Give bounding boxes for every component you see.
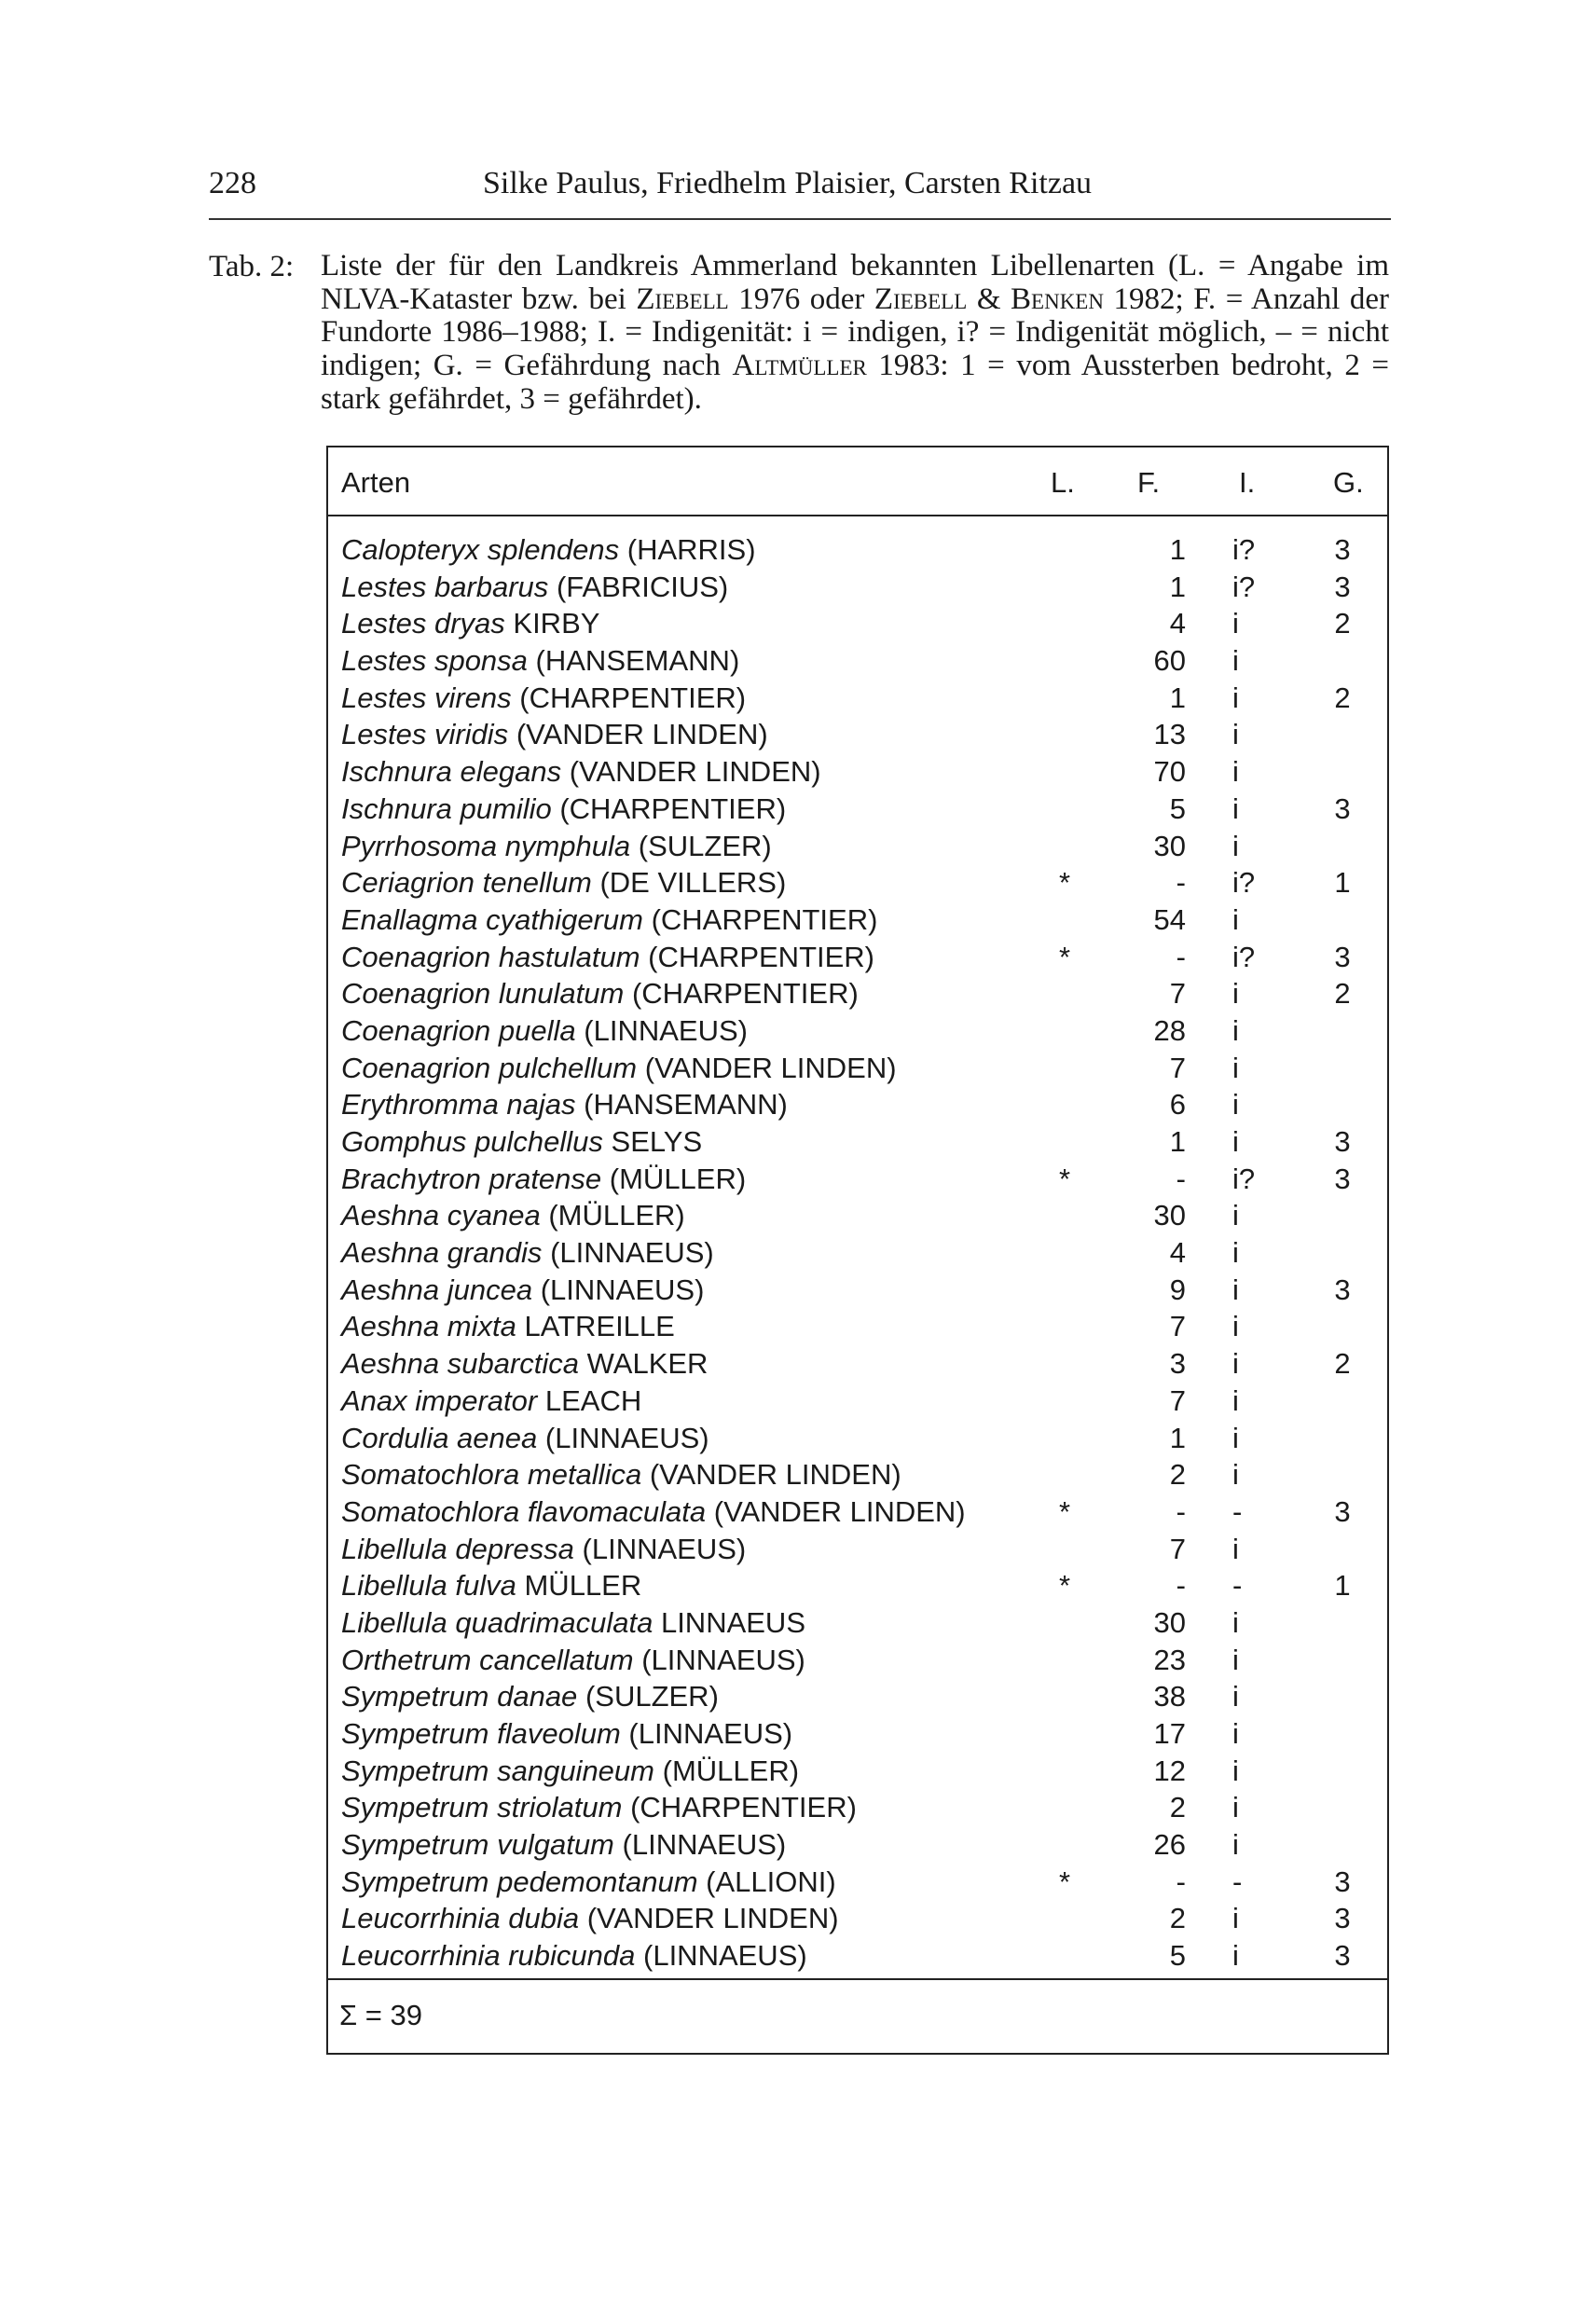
species-latin: Libellula fulva (341, 1569, 516, 1603)
species-latin: Brachytron pratense (341, 1162, 602, 1195)
species-latin: Libellula depressa (341, 1532, 574, 1565)
species-author: LATREILLE (524, 1310, 675, 1343)
table-caption-label: Tab. 2: (209, 250, 295, 283)
cell-f: 4 (1169, 1236, 1186, 1270)
cell-i: i (1232, 1421, 1239, 1454)
table-row (328, 1161, 1387, 1198)
table-row (328, 1826, 1387, 1864)
cell-i: i? (1232, 1162, 1256, 1195)
species-latin: Aeshna subarctica (341, 1347, 580, 1381)
species-name (341, 1422, 709, 1455)
cell-l: * (1058, 1162, 1071, 1195)
table-row (328, 753, 1387, 791)
species-author: (LINNAEUS) (584, 1013, 748, 1047)
cell-f: 2 (1169, 1791, 1186, 1824)
cell-g: 3 (1334, 1125, 1351, 1158)
species-author: (VANDER LINDEN) (713, 1494, 966, 1528)
cell-f: 38 (1153, 1680, 1186, 1713)
cell-f: 30 (1153, 1605, 1186, 1639)
cell-g: 2 (1334, 1347, 1351, 1381)
species-name (341, 830, 772, 863)
species-author: (VANDER LINDEN) (644, 1051, 897, 1084)
species-latin: Sympetrum striolatum (341, 1791, 623, 1824)
species-name (341, 1052, 897, 1085)
cell-i: i (1232, 1680, 1239, 1713)
cell-f: 9 (1169, 1273, 1186, 1306)
table-row (328, 680, 1387, 717)
species-author: (CHARPENTIER) (559, 791, 787, 825)
species-name (341, 1014, 748, 1048)
caption-text-part: 1976 oder (728, 282, 874, 316)
species-author: (SULZER) (638, 829, 772, 862)
species-author: (CHARPENTIER) (648, 940, 875, 973)
table-row (328, 1531, 1387, 1568)
cell-f: - (1176, 1494, 1186, 1528)
species-latin: Lestes virens (341, 681, 512, 714)
cell-l: * (1058, 1865, 1071, 1898)
species-latin: Sympetrum flaveolum (341, 1717, 621, 1750)
table-row (328, 1234, 1387, 1272)
cell-i: i (1232, 1791, 1239, 1824)
cell-i: i (1232, 829, 1239, 862)
cell-f: 7 (1169, 977, 1186, 1011)
species-latin: Ischnura pumilio (341, 791, 552, 825)
table-footer (328, 1978, 1387, 2053)
species-name (341, 1828, 786, 1862)
table-row (328, 791, 1387, 828)
caption-reference: Altmüller (732, 348, 867, 382)
species-name (341, 1939, 807, 1973)
cell-l: * (1058, 1494, 1071, 1528)
species-author: (VANDER LINDEN) (586, 1902, 839, 1935)
species-author: (CHARPENTIER) (631, 977, 859, 1011)
cell-i: i (1232, 1273, 1239, 1306)
cell-f: 17 (1153, 1717, 1186, 1750)
species-author: (MÜLLER) (662, 1754, 800, 1787)
header-l: L. (1051, 466, 1075, 499)
table-row (328, 1604, 1387, 1642)
species-latin: Aeshna cyanea (341, 1199, 541, 1232)
species-name (341, 718, 768, 751)
cell-i: i? (1232, 940, 1256, 973)
species-latin: Libellula quadrimaculata (341, 1605, 654, 1639)
species-latin: Sympetrum danae (341, 1680, 578, 1713)
cell-i: i (1232, 902, 1239, 936)
cell-l: * (1058, 940, 1071, 973)
cell-f: 5 (1169, 1939, 1186, 1973)
species-author: KIRBY (513, 607, 600, 640)
header-g: G. (1333, 466, 1364, 499)
cell-f: 2 (1169, 1458, 1186, 1492)
caption-text-part: & (967, 282, 1011, 316)
species-name (341, 755, 821, 789)
species-latin: Coenagrion puella (341, 1013, 576, 1047)
species-latin: Lestes viridis (341, 718, 509, 751)
cell-i: i? (1232, 533, 1256, 566)
species-author: (CHARPENTIER) (651, 902, 878, 936)
cell-i: i (1232, 1125, 1239, 1158)
cell-f: 5 (1169, 791, 1186, 825)
cell-g: 3 (1334, 1939, 1351, 1973)
species-latin: Erythromma najas (341, 1088, 576, 1122)
table-row (328, 1678, 1387, 1715)
species-author: WALKER (586, 1347, 709, 1381)
species-author: (SULZER) (585, 1680, 719, 1713)
species-author: (VANDER LINDEN) (569, 755, 821, 789)
cell-i: i (1232, 977, 1239, 1011)
species-latin: Pyrrhosoma nymphula (341, 829, 631, 862)
table-row (328, 939, 1387, 976)
cell-i: i (1232, 755, 1239, 789)
cell-i: i (1232, 1088, 1239, 1122)
cell-f: 1 (1169, 570, 1186, 603)
cell-i: i (1232, 1199, 1239, 1232)
species-author: (LINNAEUS) (550, 1236, 714, 1270)
cell-g: 3 (1334, 1902, 1351, 1935)
species-author: LINNAEUS (660, 1605, 805, 1639)
table-row (328, 901, 1387, 939)
species-latin: Lestes barbarus (341, 570, 549, 603)
cell-i: i (1232, 1605, 1239, 1639)
cell-g: 2 (1334, 607, 1351, 640)
cell-f: - (1176, 1569, 1186, 1603)
species-name (341, 903, 877, 937)
table-row (328, 864, 1387, 901)
species-author: MÜLLER (524, 1569, 642, 1603)
cell-i: i (1232, 1383, 1239, 1417)
species-author: (LINNAEUS) (643, 1939, 807, 1973)
table-caption (321, 250, 1389, 416)
cell-f: 70 (1153, 755, 1186, 789)
table-row (328, 605, 1387, 642)
species-author: (VANDER LINDEN) (516, 718, 768, 751)
header-rule (209, 218, 1391, 220)
table-row (328, 1420, 1387, 1457)
running-head: Silke Paulus, Friedhelm Plaisier, Carsten Ritzau (483, 166, 1093, 200)
species-latin: Aeshna grandis (341, 1236, 543, 1270)
cell-i: i (1232, 1013, 1239, 1047)
table-row (328, 1789, 1387, 1826)
species-name (341, 1347, 708, 1381)
table-row (328, 1050, 1387, 1087)
species-author: (CHARPENTIER) (630, 1791, 857, 1824)
caption-text-part: Liste der für den Landkreis Ammerland bekannten Libellenarten (L. = Angabe im NLVA-Kataster bzw. bei (321, 249, 1389, 316)
species-name (341, 1644, 805, 1677)
species-latin: Enallagma cyathigerum (341, 902, 643, 936)
caption-reference: Ziebell (636, 282, 729, 316)
table-row (328, 1308, 1387, 1345)
cell-f: - (1176, 1162, 1186, 1195)
species-name (341, 1458, 901, 1492)
table-row (328, 1272, 1387, 1309)
cell-g: 3 (1334, 570, 1351, 603)
cell-g: 1 (1334, 1569, 1351, 1603)
species-name (341, 1384, 641, 1418)
cell-g: 3 (1334, 940, 1351, 973)
cell-i: i (1232, 1754, 1239, 1787)
cell-f: 60 (1153, 644, 1186, 678)
cell-f: 23 (1153, 1643, 1186, 1676)
table-row (328, 1012, 1387, 1050)
cell-l: * (1058, 866, 1071, 900)
species-author: (MÜLLER) (609, 1162, 747, 1195)
species-name (341, 1199, 685, 1232)
cell-i: i (1232, 718, 1239, 751)
table-row (328, 1715, 1387, 1753)
caption-reference: Benken (1011, 282, 1104, 316)
cell-i: i (1232, 1717, 1239, 1750)
species-author: (LINNAEUS) (622, 1828, 787, 1862)
cell-i: i (1232, 1051, 1239, 1084)
table-row (328, 642, 1387, 680)
table-row (328, 828, 1387, 865)
cell-g: 3 (1334, 1494, 1351, 1528)
species-author: (HANSEMANN) (535, 644, 740, 678)
cell-i: i? (1232, 866, 1256, 900)
cell-i: i (1232, 1939, 1239, 1973)
cell-f: 7 (1169, 1383, 1186, 1417)
cell-g: 3 (1334, 533, 1351, 566)
cell-i: i? (1232, 570, 1256, 603)
cell-f: 2 (1169, 1902, 1186, 1935)
species-author: LEACH (544, 1383, 642, 1417)
page-number: 228 (209, 166, 256, 200)
species-latin: Orthetrum cancellatum (341, 1643, 634, 1676)
table-row (328, 1383, 1387, 1420)
species-author: (FABRICIUS) (556, 570, 729, 603)
species-latin: Aeshna mixta (341, 1310, 516, 1343)
species-author: (LINNAEUS) (641, 1643, 805, 1676)
cell-f: 7 (1169, 1051, 1186, 1084)
cell-i: - (1232, 1865, 1243, 1898)
table-row (328, 1642, 1387, 1679)
table-row (328, 1345, 1387, 1383)
cell-f: 12 (1153, 1754, 1186, 1787)
species-table (326, 446, 1389, 2055)
species-latin: Sympetrum sanguineum (341, 1754, 654, 1787)
species-latin: Coenagrion lunulatum (341, 977, 625, 1011)
cell-i: i (1232, 1310, 1239, 1343)
table-row (328, 975, 1387, 1012)
caption-reference: Ziebell (874, 282, 968, 316)
cell-i: i (1232, 791, 1239, 825)
table-header (328, 447, 1387, 516)
species-author: (LINNAEUS) (628, 1717, 793, 1750)
caption-text-part: 1982; F. = Anzahl der Fundorte 1986–1988; I. = Indigenität: i = indigen, i? = Indigenität möglich, – = nicht indigen; G. = Gefährdung nach (321, 282, 1390, 382)
cell-f: 1 (1169, 533, 1186, 566)
table-row (328, 1493, 1387, 1531)
cell-f: 1 (1169, 681, 1186, 714)
species-name (341, 1273, 704, 1307)
species-name (341, 1865, 836, 1899)
species-name (341, 1125, 702, 1159)
cell-f: - (1176, 866, 1186, 900)
header-i: I. (1239, 466, 1256, 499)
header-f: F. (1137, 466, 1161, 499)
species-author: (MÜLLER) (548, 1199, 685, 1232)
species-latin: Anax imperator (341, 1383, 538, 1417)
species-author: (CHARPENTIER) (519, 681, 747, 714)
table-row (328, 1456, 1387, 1493)
table-row (328, 531, 1387, 569)
cell-f: 13 (1153, 718, 1186, 751)
species-latin: Lestes sponsa (341, 644, 528, 678)
table-row (328, 1900, 1387, 1937)
species-latin: Calopteryx splendens (341, 533, 620, 566)
species-latin: Coenagrion hastulatum (341, 940, 640, 973)
species-name (341, 792, 786, 826)
table-row (328, 1753, 1387, 1790)
species-name (341, 1902, 839, 1935)
cell-f: 54 (1153, 902, 1186, 936)
cell-i: i (1232, 607, 1239, 640)
species-latin: Aeshna juncea (341, 1273, 533, 1306)
cell-g: 2 (1334, 681, 1351, 714)
cell-f: 7 (1169, 1310, 1186, 1343)
species-name (341, 1680, 719, 1713)
species-name (341, 681, 746, 715)
species-author: (ALLIONI) (706, 1865, 836, 1898)
cell-i: i (1232, 1902, 1239, 1935)
cell-f: 30 (1153, 829, 1186, 862)
species-name (341, 644, 739, 678)
species-name (341, 607, 599, 640)
cell-i: i (1232, 681, 1239, 714)
species-author: (HARRIS) (626, 533, 756, 566)
cell-g: 2 (1334, 977, 1351, 1011)
table-row (328, 1197, 1387, 1234)
species-name (341, 1088, 788, 1122)
cell-i: i (1232, 1347, 1239, 1381)
species-latin: Somatochlora metallica (341, 1458, 642, 1492)
species-name (341, 977, 859, 1011)
cell-i: - (1232, 1494, 1243, 1528)
species-latin: Sympetrum pedemontanum (341, 1865, 698, 1898)
species-author: (DE VILLERS) (599, 866, 787, 900)
table-row (328, 1864, 1387, 1901)
species-name (341, 571, 728, 604)
cell-f: 4 (1169, 607, 1186, 640)
cell-i: i (1232, 1458, 1239, 1492)
cell-f: 7 (1169, 1532, 1186, 1565)
cell-g: 3 (1334, 1865, 1351, 1898)
cell-f: 6 (1169, 1088, 1186, 1122)
species-latin: Sympetrum vulgatum (341, 1828, 614, 1862)
cell-f: - (1176, 940, 1186, 973)
species-latin: Leucorrhinia rubicunda (341, 1939, 636, 1973)
species-name (341, 1310, 675, 1343)
cell-f: - (1176, 1865, 1186, 1898)
cell-f: 30 (1153, 1199, 1186, 1232)
cell-f: 26 (1153, 1828, 1186, 1862)
cell-g: 1 (1334, 866, 1351, 900)
species-name (341, 1163, 746, 1196)
species-author: (HANSEMANN) (584, 1088, 788, 1122)
species-latin: Cordulia aenea (341, 1421, 538, 1454)
species-latin: Somatochlora flavomaculata (341, 1494, 707, 1528)
species-latin: Lestes dryas (341, 607, 505, 640)
table-row (328, 1937, 1387, 1975)
cell-l: * (1058, 1569, 1071, 1603)
species-name (341, 1495, 966, 1529)
cell-i: i (1232, 1643, 1239, 1676)
species-name (341, 1791, 857, 1824)
header-arten: Arten (341, 466, 411, 499)
species-name (341, 866, 786, 900)
species-name (341, 1755, 799, 1788)
species-author: (LINNAEUS) (544, 1421, 709, 1454)
species-name (341, 1236, 714, 1270)
species-latin: Gomphus pulchellus (341, 1125, 603, 1158)
table-row (328, 716, 1387, 753)
table-row (328, 1123, 1387, 1161)
cell-g: 3 (1334, 1162, 1351, 1195)
table-row (328, 1567, 1387, 1604)
species-latin: Leucorrhinia dubia (341, 1902, 580, 1935)
species-name (341, 1569, 641, 1603)
species-name (341, 1533, 746, 1566)
species-author: (VANDER LINDEN) (649, 1458, 901, 1492)
table-body (328, 531, 1387, 1975)
species-latin: Ischnura elegans (341, 755, 562, 789)
species-latin: Coenagrion pulchellum (341, 1051, 638, 1084)
species-author: (LINNAEUS) (540, 1273, 705, 1306)
table-row (328, 569, 1387, 606)
cell-i: i (1232, 644, 1239, 678)
cell-f: 3 (1169, 1347, 1186, 1381)
species-author: SELYS (611, 1125, 703, 1158)
cell-g: 3 (1334, 791, 1351, 825)
cell-f: 1 (1169, 1421, 1186, 1454)
caption-text-part: 1983: 1 = vom Aussterben bedroht, 2 = stark gefährdet, 3 = gefährdet). (321, 348, 1389, 416)
cell-i: i (1232, 1236, 1239, 1270)
species-name (341, 941, 874, 974)
species-name (341, 1606, 805, 1640)
species-name (341, 1717, 792, 1751)
cell-i: i (1232, 1532, 1239, 1565)
cell-i: - (1232, 1569, 1243, 1603)
species-latin: Ceriagrion tenellum (341, 866, 592, 900)
table-row (328, 1086, 1387, 1123)
cell-f: 28 (1153, 1013, 1186, 1047)
cell-i: i (1232, 1828, 1239, 1862)
species-sum: Σ = 39 (339, 1999, 422, 2031)
species-name (341, 533, 756, 567)
cell-g: 3 (1334, 1273, 1351, 1306)
species-author: (LINNAEUS) (582, 1532, 747, 1565)
cell-f: 1 (1169, 1125, 1186, 1158)
